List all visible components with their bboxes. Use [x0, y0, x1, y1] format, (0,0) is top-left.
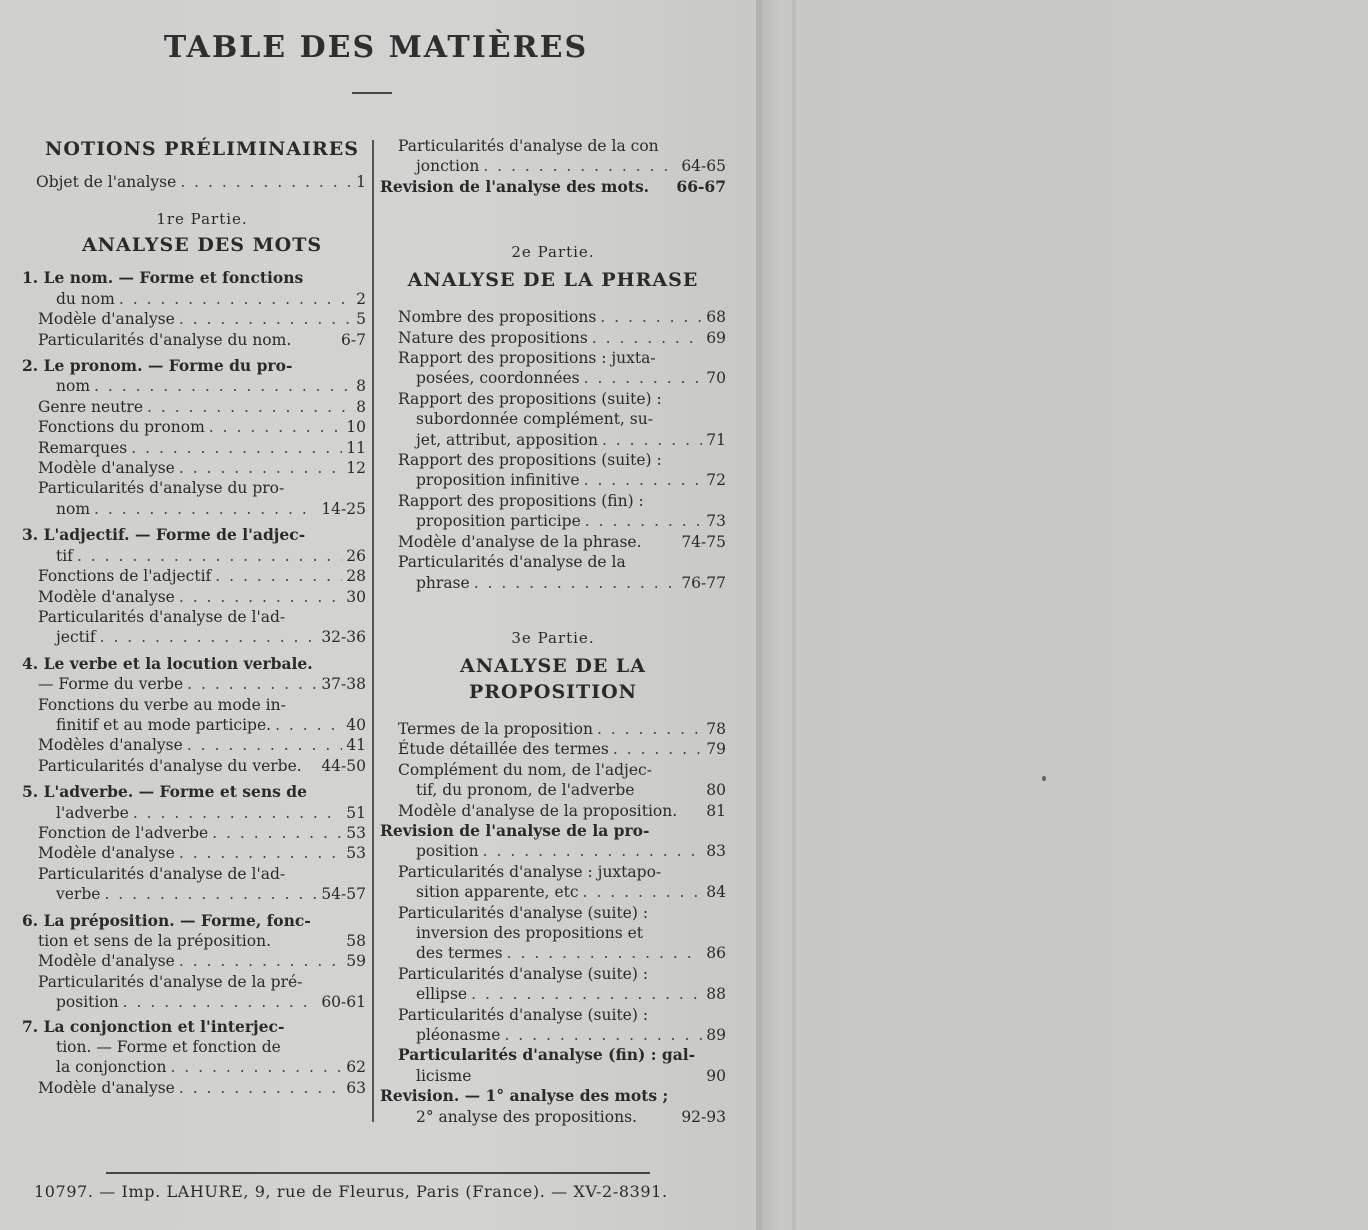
toc-entry: tif . . . 26: [22, 546, 366, 566]
toc-line: Particularités d'analyse (fin) : gal-: [398, 1045, 696, 1065]
toc-entry: Genre neutre . . . 8: [22, 397, 366, 417]
toc-line: Particularités d'analyse : juxtapo-: [398, 862, 662, 881]
paper-crease: [792, 0, 796, 1230]
toc-left-column: [22, 136, 366, 1098]
toc-chapter: 6. La préposition. — Forme, fonc-: [22, 910, 311, 930]
toc-line: Particularités d'analyse de la con: [398, 137, 659, 155]
toc-entry: Modèle d'analyse de la proposition. 81: [398, 801, 726, 820]
footer-rule: [106, 1172, 650, 1174]
toc-line: Particularités d'analyse de l'ad-: [38, 864, 286, 883]
part1-title: ANALYSE DES MOTS: [81, 234, 323, 257]
toc-entry: position . . . 60-61: [22, 992, 366, 1012]
part1-label: 1re Partie.: [156, 210, 248, 229]
toc-entry: la conjonction . . . 62: [22, 1057, 366, 1077]
toc-line: Rapport des propositions : juxta-: [398, 349, 656, 368]
toc-entry: Modèle d'analyse . . . 63: [22, 1078, 366, 1098]
toc-entry: jectif . . . 32-36: [22, 627, 366, 647]
toc-entry: Remarques . . . 11: [22, 438, 366, 458]
toc-entry: posées, coordonnées . . . 70: [380, 368, 726, 388]
toc-entry: l'adverbe . . . 51: [22, 803, 366, 823]
printer-imprint: 10797. — Imp. LAHURE, 9, rue de Fleurus, Paris (France). — XV-2-8391.: [34, 1182, 668, 1201]
toc-entry: Fonctions de l'adjectif . . . 28: [22, 566, 366, 586]
toc-entry: Modèle d'analyse . . . 12: [22, 458, 366, 478]
prelim-heading: NOTIONS PRÉLIMINAIRES: [45, 138, 359, 160]
toc-chapter: 7. La conjonction et l'interjec-: [22, 1016, 285, 1036]
toc-entry: Fonctions du pronom . . . 10: [22, 417, 366, 437]
toc-entry: Fonction de l'adverbe . . . 53: [22, 823, 366, 843]
toc-entry: jonction . . . 64-65: [380, 156, 726, 176]
toc-chapter: 1. Le nom. — Forme et fonctions: [22, 268, 304, 288]
toc-entry: phrase . . . 76-77: [380, 573, 726, 593]
toc-line: Particularités d'analyse de la: [398, 553, 626, 572]
toc-line: Rapport des propositions (suite) :: [398, 389, 662, 408]
toc-entry: tif, du pronom, de l'adverbe 80: [416, 781, 726, 800]
page-title: TABLE DES MATIÈRES: [163, 30, 589, 65]
part2-label: 2e Partie.: [511, 243, 595, 262]
toc-line: Particularités d'analyse de la pré-: [38, 972, 303, 991]
toc-entry: ellipse . . . 88: [380, 984, 726, 1004]
toc-chapter: 4. Le verbe et la locution verbale.: [22, 653, 313, 673]
toc-entry: — Forme du verbe . . . 37-38: [22, 674, 366, 694]
toc-chapter: 5. L'adverbe. — Forme et sens de: [22, 782, 307, 802]
toc-right-column: [380, 136, 726, 1127]
toc-line: Rapport des propositions (suite) :: [398, 451, 662, 470]
right-page: [760, 0, 1368, 1230]
toc-entry: Nature des propositions . . . 69: [380, 328, 726, 348]
title-rule: [352, 92, 392, 94]
toc-entry: des termes . . . 86: [380, 943, 726, 963]
toc-entry: Étude détaillée des termes . . . 79: [380, 739, 726, 759]
toc-entry: proposition participe . . . 73: [380, 511, 726, 531]
toc-line: subordonnée complément, su-: [416, 410, 653, 429]
toc-entry: tion et sens de la préposition. 58: [38, 932, 366, 950]
part2-title: ANALYSE DE LA PHRASE: [407, 269, 699, 292]
toc-entry: Modèle d'analyse . . . 5: [22, 309, 366, 329]
page-fold: [756, 0, 762, 1230]
toc-entry: Particularités d'analyse du nom. 6-7: [38, 330, 366, 349]
toc-line: Fonctions du verbe au mode in-: [38, 695, 286, 714]
toc-entry: position . . . 83: [380, 841, 726, 861]
toc-entry: finitif et au mode participe. . . . 40: [22, 715, 366, 735]
toc-line: Rapport des propositions (fin) :: [398, 491, 644, 510]
column-divider: [372, 140, 374, 1122]
toc-line: Particularités d'analyse (suite) :: [398, 903, 649, 922]
toc-line: Particularités d'analyse (suite) :: [398, 1005, 649, 1024]
toc-entry: Particularités d'analyse du verbe. 44-50: [38, 756, 366, 775]
toc-line: inversion des propositions et: [416, 923, 644, 942]
toc-entry: jet, attribut, apposition . . . 71: [380, 430, 726, 450]
toc-line: Particularités d'analyse de l'ad-: [38, 607, 286, 626]
toc-entry: Revision de l'analyse des mots. 66-67: [380, 176, 726, 196]
toc-entry: sition apparente, etc . . . 84: [380, 882, 726, 902]
toc-entry: Modèles d'analyse . . . 41: [22, 735, 366, 755]
part3-title: ANALYSE DE LA PROPOSITION: [459, 654, 647, 703]
toc-line: tion. — Forme et fonction de: [56, 1038, 281, 1057]
toc-entry: verbe . . . 54-57: [22, 884, 366, 904]
toc-entry: pléonasme . . . 89: [380, 1025, 726, 1045]
toc-entry: Objet de l'analyse . . . 1: [36, 172, 366, 192]
part3-label: 3e Partie.: [511, 628, 595, 647]
toc-chapter: 3. L'adjectif. — Forme de l'adjec-: [22, 525, 306, 545]
toc-entry: Termes de la proposition . . . 78: [380, 719, 726, 739]
toc-entry: du nom . . . 2: [22, 289, 366, 309]
toc-entry: proposition infinitive . . . 72: [380, 470, 726, 490]
toc-entry: licisme 90: [416, 1066, 726, 1085]
toc-entry: Modèle d'analyse . . . 30: [22, 587, 366, 607]
toc-entry: Modèle d'analyse . . . 53: [22, 843, 366, 863]
toc-entry: Nombre des propositions . . . 68: [380, 307, 726, 327]
toc-chapter: 2. Le pronom. — Forme du pro-: [22, 356, 293, 376]
toc-line: Complément du nom, de l'adjec-: [398, 760, 652, 779]
toc-line: Revision de l'analyse de la pro-: [380, 820, 650, 840]
toc-line: Revision. — 1° analyse des mots ;: [380, 1086, 669, 1106]
paper-speck: [1042, 776, 1046, 781]
toc-entry: Modèle d'analyse de la phrase. 74-75: [398, 532, 726, 551]
toc-entry: nom . . . 14-25: [22, 499, 366, 519]
toc-entry: 2° analyse des propositions. 92-93: [416, 1107, 726, 1126]
toc-entry: Modèle d'analyse . . . 59: [22, 951, 366, 971]
toc-line: Particularités d'analyse (suite) :: [398, 964, 649, 983]
toc-line: Particularités d'analyse du pro-: [38, 479, 285, 498]
toc-entry: nom . . . 8: [22, 376, 366, 396]
